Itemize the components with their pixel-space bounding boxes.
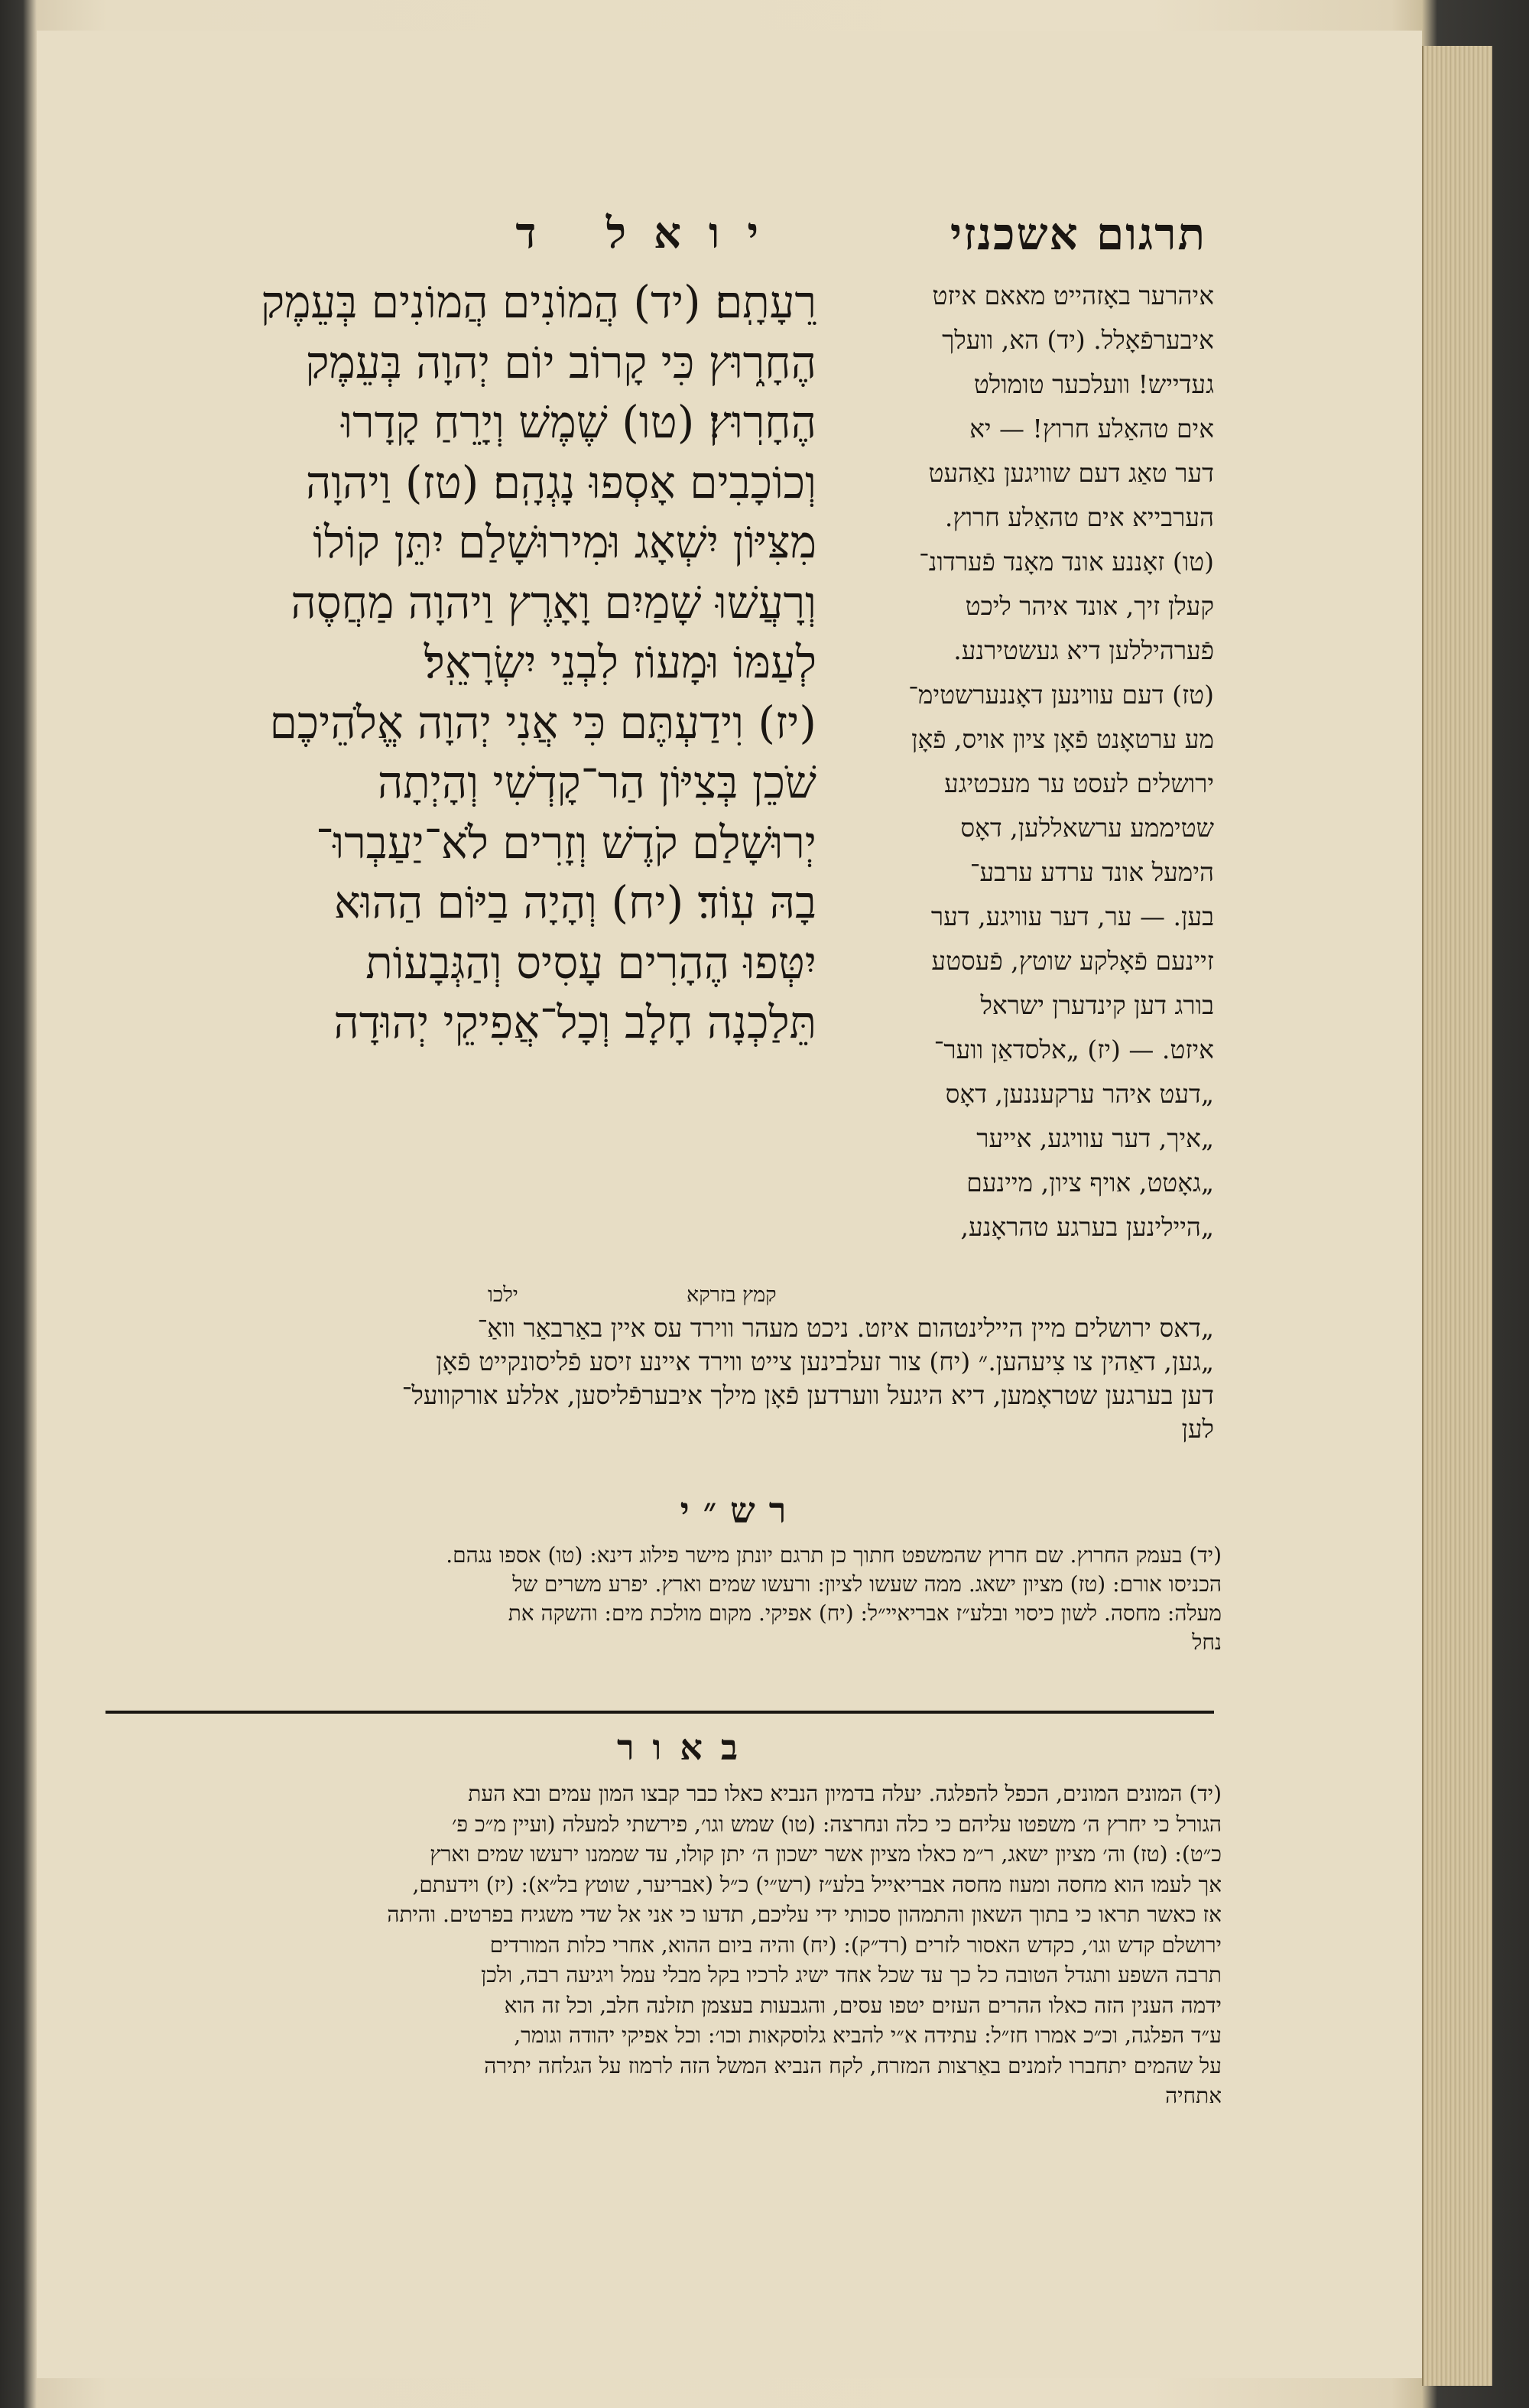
rashi-commentary — [90, 1541, 1222, 1657]
targum-continuation-line: „דאס ירושלים מיין היילינטהום איזט. ניכט מעהר ווירד עס איין באַרבאַר וואַ־ — [477, 1313, 1214, 1343]
bible-line: יְרוּשָׁלַם קֹדֶשׁ וְזָרִים לֹא־יַעַבְרוּ־ — [316, 816, 816, 869]
bible-line: לְעַמּוֹ וּמָעוֹז לִבְנֵי יִשְׂרָאֵֽל׃ — [424, 636, 816, 688]
bible-line: תֵּלַכְנָה חָלָב וְכָל־אֲפִיקֵי יְהוּדָה — [333, 996, 816, 1048]
rashi-line: (יד) בעמק החרוץ. שם חרוץ שהמשפט חתוך כן תרגם יונתן מישר פילוג דינא: (טו) אספו נגהם. — [446, 1542, 1222, 1568]
biur-line: על שהמים יתחברו לזמנים באַרצות המזרח, לקח הנביא המשל הזה לרמוז על הגלחה יתירה — [484, 2052, 1222, 2078]
biur-line: ע״ד הפלגה, וכ״כ אמרו חז״ל: עתידה א״י להביא גלוסקאות וכו׳: וכל אפיקי יהודה וגומר, — [514, 2023, 1222, 2048]
targum-line: אים טהאַלע חרוץ! — יא — [969, 414, 1214, 444]
targum-line: „היילינען בערגע טהראָנע, — [960, 1212, 1214, 1242]
bible-line: וְרָעֲשׁוּ שָׁמַיִם וָאָרֶץ וַיהוָה מַחֲסֶה — [291, 576, 816, 629]
biur-heading: באור — [616, 1727, 757, 1768]
targum-column — [832, 274, 1214, 1249]
targum-heading: תרגום אשכנזי — [950, 208, 1206, 260]
biur-line: אתחיה — [1165, 2083, 1222, 2108]
biur-line: אך לעמו הוא מחסה ומעוז מחסה אבריאייל בלע״ז (רש״י) כ״ל (אבריער, שוטץ בל״א): (יז) וידעתם, — [412, 1871, 1222, 1897]
targum-continuation-line: „גען, דאַהין צו צִיעהען.״ (יח) צור זעלבינען צייט ווירד איינע זיסע פֿליסונקייט פֿאָן — [436, 1347, 1214, 1376]
bible-line: רֵעָתָֽם׃ (יד) הֲמוֹנִים הֲמוֹנִים בְּעֵמֶק — [261, 276, 816, 328]
targum-line: פֿערהיללען דיא געשטירנע. — [953, 635, 1214, 665]
targum-line: „דעט איהר ערקעננען, דאָס — [945, 1079, 1214, 1109]
bible-line: יִטְּפוּ הֶהָרִים עָסִיס וְהַגְּבָעוֹת — [365, 936, 816, 989]
bible-line: שֹׁכֵן בְּצִיּוֹן הַר־קָדְשִׁי וְהָיְתָה — [377, 756, 816, 808]
biur-line: אז כאשר תראו כי בתוך השאון והתמהון סכותי ידי עליכם, תדעו כי אני אל שדי משגיח בפרטים. והיתה — [387, 1902, 1222, 1927]
biur-commentary — [90, 1779, 1222, 2111]
targum-line: קעלן זיך, אונד איהר ליכט — [965, 591, 1214, 621]
targum-line: בען. — ער, דער עוויגע, דער — [930, 902, 1214, 931]
targum-line: מע ערטאָנט פֿאָן ציון אויס, פֿאָן — [911, 724, 1214, 754]
targum-line: איבערפֿאָלל. (יד) הא, וועלך — [942, 325, 1214, 355]
rashi-line: הכניסו אורם: (טז) מציון ישאג. ממה שעשו לציון: ורעשו שמים וארץ. יפרע משרים של — [512, 1571, 1222, 1597]
targum-line: איזט. — (יז) „אלסדאַן ווער־ — [933, 1035, 1214, 1064]
bible-line: בָהּ עֽוֹד׃ (יח) וְהָיָה בַיּוֹם הַהוּא — [333, 876, 816, 928]
biur-line: (יד) המונים המונים, הכפל להפלגה. יעלה בדמיון הנביא כאלו כבר קבצו המון עמים ובא העת — [468, 1781, 1222, 1806]
targum-line: ירושלים לעסט ער מעכטיגע — [943, 769, 1214, 798]
bible-line: הֶחָר֑וּץ כִּי קָרוֹב יוֹם יְהוָה בְּעֵמֶק — [305, 336, 816, 388]
bible-line: הֶחָרֽוּץ׃ (טו) שֶׁמֶשׁ וְיָרֵחַ קָדָרוּ — [341, 396, 816, 448]
bible-line: (יז) וִידַעְתֶּם כִּי אֲנִי יְהוָה אֱלֹהֵיכֶם — [269, 696, 816, 749]
book-chapter-heading: יואל ד — [515, 208, 786, 258]
bible-line: וְכוֹכָבִים אָסְפוּ נָגְהָֽם׃ (טז) וַיהוָה — [305, 456, 816, 509]
targum-continuation-line: לען — [1181, 1414, 1214, 1444]
targum-line: „גאָטט, אויף ציון, מיינעם — [966, 1168, 1214, 1198]
targum-line: דער טאַג דעם שוויגען נאַהעט — [928, 458, 1214, 488]
catchword-next: ילכו — [488, 1283, 518, 1307]
targum-line: געדייש! וועלכער טומולט — [973, 369, 1214, 399]
biur-line: הגורל כי יחרץ ה׳ משפטו עליהם כי כלה ונחרצה: (טו) שמש וגו׳, פירשתי למעלה (ועיין מ״כ פ׳ — [451, 1811, 1222, 1837]
book-page — [37, 31, 1422, 2378]
targum-line: „איך, דער עוויגע, אייער — [976, 1123, 1214, 1153]
section-divider — [106, 1711, 1214, 1714]
targum-line: שטיממע ערשאללען, דאָס — [960, 813, 1214, 843]
biur-line: תרבה השפע ותגדל הטובה כל כך עד שכל אחד ישיג לרכיו בקל מבלי עמל ויגיעה רבה, ולכן — [481, 1962, 1222, 1987]
masoretic-note: קמץ בזרקא — [687, 1283, 777, 1307]
targum-line: בורג דען קינדערן ישראל — [980, 990, 1214, 1020]
page-edges — [1422, 46, 1492, 2386]
targum-continuation-line: דען בערגען שטראָמען, דיא היגעל ווערדען פֿאָן מילך איבערפֿליסען, אללע אורקוועל־ — [401, 1380, 1214, 1410]
biur-line: ירושלם קדש וגו׳, כקדש האסור לזרים (רד״ק): (יח) והיה ביום ההוא, אחרי כלות המורדים — [489, 1932, 1222, 1958]
rashi-heading: רש״י — [680, 1490, 800, 1531]
biur-line: ידמה הענין הזה כאלו ההרים העזים יטפו עסים, והגבעות בעצמן תזלנה חלב, וכל זה הוא — [504, 1992, 1222, 2018]
targum-line: (טז) דעם עווינען דאָננערשטימ־ — [908, 680, 1214, 710]
targum-line: זיינעם פֿאָלקע שוטץ, פֿעסטע — [931, 946, 1214, 976]
bible-line: מִצִּיּוֹן יִשְׁאָג וּמִירוּשָׁלַם יִתֵּן קוֹלוֹ — [313, 516, 816, 568]
rashi-line: מעלה: מחסה. לשון כיסוי ובלע״ז אבריאיי״ל: (יח) אפיקי. מקום מולכת מים: והשקה את — [508, 1600, 1222, 1626]
bible-text-column — [261, 272, 816, 1053]
targum-line: הימעל אונד ערדע ערבע־ — [969, 857, 1214, 887]
targum-line: איהרער באָזהייט מאאם איזט — [932, 281, 1214, 310]
biur-line: כ״ט): (טז) וה׳ מציון ישאג, ר״מ כאלו מציון אשר ישכון ה׳ יתן קולו, עד שממנו ירעשו שמים וארץ — [430, 1841, 1222, 1867]
targum-line: הערבייא אים טהאַלע חרוץ. — [944, 502, 1214, 532]
targum-line: (טו) זאָננע אונד מאָנד פֿערדונ־ — [919, 547, 1214, 577]
targum-continuation — [90, 1311, 1214, 1446]
rashi-line: נחל — [1192, 1630, 1222, 1655]
